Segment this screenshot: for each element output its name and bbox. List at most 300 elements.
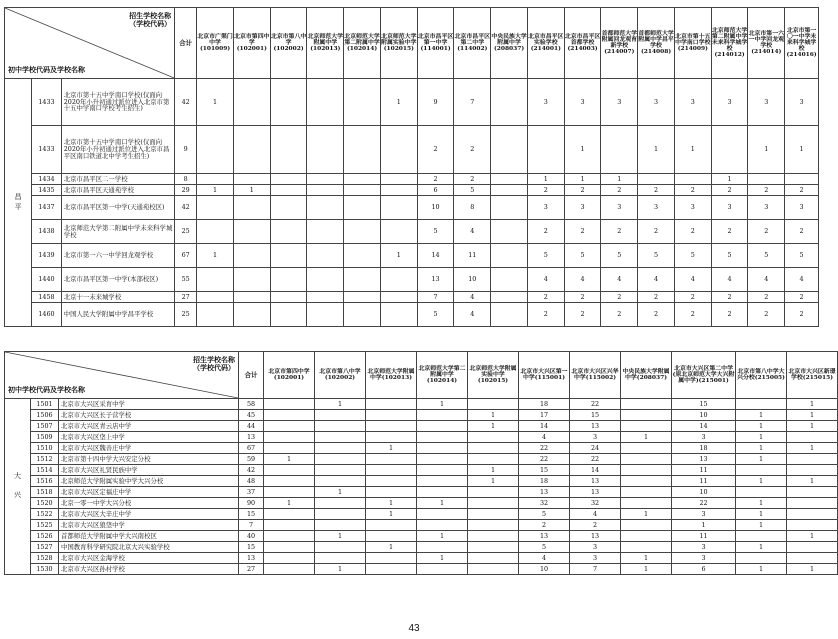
quota-cell (621, 476, 672, 487)
quota-cell: 1 (468, 465, 519, 476)
quota-cell (344, 196, 381, 220)
column-header: 北京市第一〇一中学未来科学城学校(214016) (785, 8, 819, 79)
quota-cell: 2 (601, 292, 638, 303)
quota-cell (468, 487, 519, 498)
quota-cell (787, 465, 838, 476)
quota-cell: 1 (366, 509, 417, 520)
quota-cell (787, 432, 838, 443)
quota-cell (315, 542, 366, 553)
school-code-cell: 1460 (32, 303, 61, 327)
table-row (5, 196, 819, 220)
quota-cell: 1 (787, 476, 838, 487)
quota-cell (307, 79, 344, 126)
quota-cell (307, 292, 344, 303)
quota-cell: 15 (519, 465, 570, 476)
column-header: 北京师范大学第二附属中学未来科学城学校(214012) (711, 8, 748, 79)
quota-cell: 2 (785, 185, 819, 196)
quota-cell: 3 (785, 79, 819, 126)
quota-cell (468, 509, 519, 520)
quota-cell: 2 (601, 303, 638, 327)
school-name-cell: 北京市大兴区魏善庄中学 (59, 443, 239, 454)
total-cell: 7 (239, 520, 264, 531)
quota-cell: 1 (787, 443, 838, 454)
school-name-cell: 北京市第十五中学南口学校(仅面向2020年小升初通过派位进入北京市第十五中学南口学校考生招生) (61, 79, 174, 126)
quota-cell (366, 564, 417, 575)
quota-cell (621, 399, 672, 410)
school-code-cell: 1501 (31, 399, 59, 410)
quota-cell (736, 487, 787, 498)
quota-cell: 3 (748, 79, 785, 126)
table-row (5, 498, 838, 509)
quota-cell: 1 (366, 443, 417, 454)
quota-cell: 2 (674, 220, 711, 244)
quota-cell: 2 (527, 292, 564, 303)
quota-cell: 5 (519, 542, 570, 553)
column-header: 北京市昌平区首都学校(214003) (564, 8, 601, 79)
column-header: 北京市大兴区新璟学校(215015) (787, 352, 838, 399)
total-cell: 67 (239, 443, 264, 454)
quota-cell: 1 (468, 476, 519, 487)
quota-cell (711, 126, 748, 174)
quota-cell (264, 421, 315, 432)
quota-cell (380, 303, 417, 327)
quota-cell: 2 (674, 292, 711, 303)
quota-cell: 2 (417, 126, 454, 174)
total-cell: 55 (175, 268, 197, 292)
table-body (5, 399, 838, 575)
quota-cell (491, 185, 528, 196)
column-header: 北京市昌平区第二中学(114002) (454, 8, 491, 79)
quota-cell: 1 (264, 498, 315, 509)
quota-cell: 1 (366, 542, 417, 553)
quota-cell: 2 (711, 292, 748, 303)
column-header: 北京市第四中学(102001) (233, 8, 270, 79)
quota-cell (380, 292, 417, 303)
quota-cell (307, 220, 344, 244)
school-name-cell: 北京市昌平区天通苑学校 (61, 185, 174, 196)
school-code-cell: 1510 (31, 443, 59, 454)
quota-cell (315, 410, 366, 421)
school-name-cell: 中国教育科学研究院北京大兴实验学校 (59, 542, 239, 553)
quota-cell (264, 509, 315, 520)
total-cell: 27 (239, 564, 264, 575)
column-header: 北京市大兴区兴华中学(115002) (570, 352, 621, 399)
school-name-cell: 首都师范大学附属中学大兴南校区 (59, 531, 239, 542)
quota-cell: 10 (417, 196, 454, 220)
quota-cell (417, 542, 468, 553)
quota-cell (366, 476, 417, 487)
quota-cell (307, 196, 344, 220)
quota-cell (787, 520, 838, 531)
quota-cell: 2 (454, 126, 491, 174)
table-row (5, 564, 838, 575)
quota-cell: 2 (454, 174, 491, 185)
quota-cell (468, 498, 519, 509)
column-header: 北京市第八中学(102002) (270, 8, 307, 79)
column-header: 北京市昌平区实验学校(214001) (527, 8, 564, 79)
quota-cell (380, 174, 417, 185)
quota-cell (785, 174, 819, 185)
quota-cell (233, 220, 270, 244)
quota-cell: 14 (570, 465, 621, 476)
quota-cell (344, 268, 381, 292)
table-row (5, 185, 819, 196)
total-cell: 45 (239, 410, 264, 421)
school-name-cell: 北京市大兴区礼贤民族中学 (59, 465, 239, 476)
total-cell: 58 (239, 399, 264, 410)
table-row (5, 476, 838, 487)
quota-cell: 10 (672, 487, 736, 498)
changping-table (4, 7, 819, 327)
column-header: 首都师范大学附属中学昌平学校(214008) (638, 8, 675, 79)
quota-cell: 1 (264, 454, 315, 465)
quota-cell: 1 (315, 531, 366, 542)
school-code-cell: 1506 (31, 410, 59, 421)
quota-cell (621, 531, 672, 542)
column-header: 北京师范大学附属实验中学(102015) (380, 8, 417, 79)
quota-cell: 1 (233, 185, 270, 196)
quota-cell: 1 (787, 410, 838, 421)
corner-top-label: 招生学校名称 （学校代码） (193, 355, 236, 373)
quota-cell: 4 (454, 292, 491, 303)
quota-cell: 11 (672, 476, 736, 487)
quota-cell: 3 (638, 196, 675, 220)
quota-cell (270, 174, 307, 185)
school-name-cell: 北京市昌平区二一学校 (61, 174, 174, 185)
quota-cell: 4 (638, 268, 675, 292)
quota-cell: 1 (197, 185, 234, 196)
total-cell: 29 (175, 185, 197, 196)
quota-cell (674, 174, 711, 185)
quota-cell (380, 268, 417, 292)
quota-cell: 22 (519, 454, 570, 465)
quota-cell: 1 (638, 126, 675, 174)
quota-cell (621, 454, 672, 465)
quota-cell: 18 (519, 476, 570, 487)
quota-cell: 1 (787, 421, 838, 432)
school-code-cell: 1526 (31, 531, 59, 542)
quota-cell: 3 (748, 196, 785, 220)
quota-cell: 1 (736, 410, 787, 421)
school-name-cell: 北京师范大学第二附属中学未来科学城学校 (61, 220, 174, 244)
quota-cell (417, 443, 468, 454)
quota-cell: 1 (674, 126, 711, 174)
quota-cell (787, 487, 838, 498)
school-code-cell: 1433 (32, 79, 61, 126)
quota-cell (233, 292, 270, 303)
quota-cell: 4 (454, 220, 491, 244)
quota-cell: 2 (417, 174, 454, 185)
quota-cell: 1 (621, 509, 672, 520)
quota-cell: 1 (736, 421, 787, 432)
quota-cell: 1 (736, 443, 787, 454)
quota-cell (527, 126, 564, 174)
quota-cell: 7 (570, 564, 621, 575)
total-cell: 25 (175, 303, 197, 327)
total-cell: 15 (239, 509, 264, 520)
quota-cell: 3 (672, 509, 736, 520)
total-cell: 67 (175, 244, 197, 268)
table-row (5, 126, 819, 174)
quota-cell: 1 (380, 244, 417, 268)
quota-cell: 6 (417, 185, 454, 196)
table-row (5, 465, 838, 476)
quota-cell (264, 542, 315, 553)
quota-cell: 22 (519, 443, 570, 454)
quota-cell: 1 (417, 498, 468, 509)
quota-cell: 18 (672, 443, 736, 454)
quota-cell (315, 443, 366, 454)
quota-cell: 2 (519, 520, 570, 531)
quota-cell (380, 126, 417, 174)
column-header: 北京市第八中学(102002) (315, 352, 366, 399)
quota-cell: 32 (570, 498, 621, 509)
quota-cell: 14 (672, 421, 736, 432)
school-name-cell: 北京一零一中学大兴分校 (59, 498, 239, 509)
quota-cell (621, 410, 672, 421)
quota-cell: 3 (638, 79, 675, 126)
quota-cell: 1 (736, 520, 787, 531)
quota-cell (270, 185, 307, 196)
quota-cell (491, 126, 528, 174)
quota-cell: 8 (454, 196, 491, 220)
school-code-cell: 1514 (31, 465, 59, 476)
quota-cell: 3 (672, 553, 736, 564)
quota-cell: 4 (674, 268, 711, 292)
quota-cell: 7 (454, 79, 491, 126)
quota-cell: 13 (570, 476, 621, 487)
quota-cell (468, 564, 519, 575)
quota-cell: 3 (674, 196, 711, 220)
column-header: 北京师范大学附属实验中学(102015) (468, 352, 519, 399)
quota-cell: 2 (564, 185, 601, 196)
table-row (5, 454, 838, 465)
quota-cell: 14 (417, 244, 454, 268)
daxing-table (4, 351, 838, 575)
quota-cell (315, 432, 366, 443)
quota-cell (366, 454, 417, 465)
quota-cell: 1 (601, 174, 638, 185)
quota-cell: 2 (785, 292, 819, 303)
school-code-cell: 1433 (32, 126, 61, 174)
quota-cell (315, 553, 366, 564)
quota-cell (468, 520, 519, 531)
quota-cell: 2 (711, 185, 748, 196)
quota-cell: 9 (417, 79, 454, 126)
quota-cell: 4 (564, 268, 601, 292)
quota-cell: 2 (748, 185, 785, 196)
school-code-cell: 1439 (32, 244, 61, 268)
quota-cell (491, 79, 528, 126)
quota-cell (344, 126, 381, 174)
school-code-cell: 1437 (32, 196, 61, 220)
table-row (5, 303, 819, 327)
school-code-cell: 1527 (31, 542, 59, 553)
quota-cell (197, 220, 234, 244)
table-corner-header (5, 8, 175, 79)
quota-cell: 2 (564, 292, 601, 303)
quota-cell (315, 498, 366, 509)
quota-cell (270, 196, 307, 220)
quota-cell: 1 (736, 498, 787, 509)
quota-cell (197, 174, 234, 185)
total-cell: 42 (239, 465, 264, 476)
quota-cell (366, 421, 417, 432)
school-name-cell: 中国人民大学附属中学昌平学校 (61, 303, 174, 327)
table-row (5, 520, 838, 531)
quota-cell: 18 (519, 399, 570, 410)
table-row (5, 244, 819, 268)
quota-cell: 4 (711, 268, 748, 292)
quota-cell (736, 531, 787, 542)
quota-cell (736, 399, 787, 410)
quota-cell (315, 421, 366, 432)
quota-cell (491, 244, 528, 268)
quota-cell (417, 410, 468, 421)
quota-cell (468, 553, 519, 564)
table-row (5, 268, 819, 292)
quota-cell: 13 (519, 531, 570, 542)
quota-cell: 1 (621, 553, 672, 564)
quota-cell: 1 (736, 542, 787, 553)
quota-cell (380, 220, 417, 244)
quota-cell: 3 (564, 79, 601, 126)
quota-cell (491, 292, 528, 303)
quota-cell: 2 (638, 185, 675, 196)
column-header: 北京师范大学第二附属中学(102014) (417, 352, 468, 399)
school-code-cell: 1528 (31, 553, 59, 564)
school-code-cell: 1434 (32, 174, 61, 185)
quota-cell: 2 (527, 220, 564, 244)
quota-cell (621, 443, 672, 454)
school-name-cell: 北京市大兴区采育中学 (59, 399, 239, 410)
quota-cell: 32 (519, 498, 570, 509)
table-row (5, 399, 838, 410)
table-row (5, 542, 838, 553)
quota-cell (233, 244, 270, 268)
column-header: 北京市第一六一中学回龙观学校(214014) (748, 8, 785, 79)
school-name-cell: 北京十一未来城学校 (61, 292, 174, 303)
quota-cell: 1 (787, 399, 838, 410)
total-cell: 15 (239, 542, 264, 553)
total-cell: 42 (175, 196, 197, 220)
quota-cell: 1 (672, 520, 736, 531)
quota-cell (491, 268, 528, 292)
quota-cell (264, 520, 315, 531)
quota-cell: 1 (366, 498, 417, 509)
quota-cell (366, 410, 417, 421)
school-code-cell: 1525 (31, 520, 59, 531)
school-code-cell: 1458 (32, 292, 61, 303)
quota-cell: 5 (785, 244, 819, 268)
quota-cell (233, 79, 270, 126)
quota-cell: 3 (601, 79, 638, 126)
quota-cell: 1 (527, 174, 564, 185)
column-header: 北京市第十五中学南口学校(214009) (674, 8, 711, 79)
quota-cell (264, 487, 315, 498)
quota-cell: 4 (519, 553, 570, 564)
quota-cell (366, 465, 417, 476)
quota-cell (787, 454, 838, 465)
quota-cell: 24 (570, 443, 621, 454)
quota-cell (233, 196, 270, 220)
quota-cell (315, 509, 366, 520)
table-row (5, 410, 838, 421)
quota-cell: 1 (736, 454, 787, 465)
total-cell: 13 (239, 553, 264, 564)
quota-cell (307, 185, 344, 196)
quota-cell (380, 196, 417, 220)
quota-cell: 1 (621, 432, 672, 443)
quota-cell: 3 (527, 196, 564, 220)
quota-cell: 1 (380, 79, 417, 126)
quota-cell (315, 520, 366, 531)
quota-cell: 2 (638, 220, 675, 244)
quota-cell: 13 (417, 268, 454, 292)
quota-cell (366, 432, 417, 443)
quota-cell (380, 185, 417, 196)
quota-cell: 6 (672, 564, 736, 575)
quota-cell: 1 (736, 476, 787, 487)
quota-cell (417, 476, 468, 487)
quota-cell: 13 (672, 454, 736, 465)
quota-cell (621, 487, 672, 498)
quota-cell (344, 185, 381, 196)
quota-cell: 1 (736, 509, 787, 520)
quota-cell: 13 (570, 421, 621, 432)
quota-cell (491, 220, 528, 244)
table-row (5, 292, 819, 303)
total-cell: 90 (239, 498, 264, 509)
quota-cell: 1 (315, 564, 366, 575)
total-cell: 9 (175, 126, 197, 174)
corner-bottom-label: 初中学校代码及学校名称 (8, 65, 85, 75)
quota-cell: 5 (454, 185, 491, 196)
quota-cell: 3 (711, 79, 748, 126)
table-corner-header (5, 352, 239, 399)
quota-cell: 13 (570, 531, 621, 542)
quota-cell: 2 (748, 303, 785, 327)
quota-cell: 1 (417, 531, 468, 542)
quota-cell: 5 (527, 244, 564, 268)
quota-cell (736, 465, 787, 476)
quota-cell: 1 (468, 410, 519, 421)
quota-cell: 10 (672, 410, 736, 421)
quota-cell (621, 542, 672, 553)
quota-cell: 1 (748, 126, 785, 174)
quota-cell (315, 454, 366, 465)
quota-cell: 3 (601, 196, 638, 220)
quota-cell: 1 (787, 531, 838, 542)
quota-cell: 3 (785, 196, 819, 220)
quota-cell (264, 432, 315, 443)
quota-cell (344, 174, 381, 185)
quota-cell: 5 (417, 220, 454, 244)
quota-cell: 3 (570, 432, 621, 443)
quota-cell (233, 303, 270, 327)
quota-cell: 2 (564, 220, 601, 244)
quota-cell: 2 (564, 303, 601, 327)
school-name-cell: 北京市第十五中学南口学校(仅面向2020年小升初通过派位进入北京市昌平区南口铁道北中学考生招生) (61, 126, 174, 174)
quota-cell: 4 (601, 268, 638, 292)
quota-cell (197, 303, 234, 327)
quota-cell: 1 (711, 174, 748, 185)
quota-cell: 5 (711, 244, 748, 268)
table-row (5, 220, 819, 244)
quota-cell: 2 (601, 220, 638, 244)
quota-cell: 2 (527, 303, 564, 327)
page-number: 43 (408, 623, 420, 634)
